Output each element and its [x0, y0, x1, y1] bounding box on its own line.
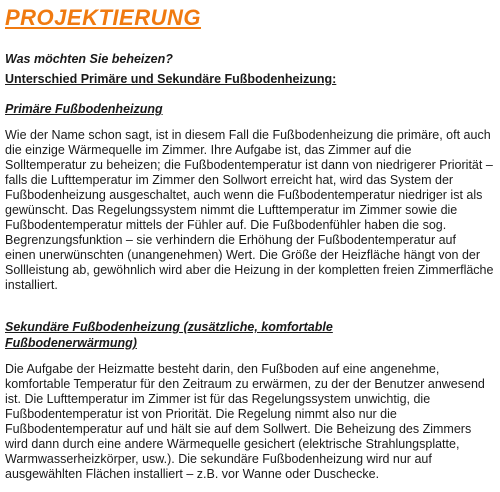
paragraph-line: Fußbodentemperatur ist von Priorität. Die Regelung nimmt also nur die	[5, 407, 397, 421]
paragraph-line: Fußbodenheizung ausgeschaltet, auch wenn die Fußbodentemperatur niedriger ist als	[5, 188, 483, 202]
secondary-paragraph	[5, 362, 495, 482]
paragraph-line: einen unerwünschten (unangenehmen) Wert. Die Größe der Heizfläche hängt von der	[5, 248, 481, 262]
paragraph-line: Fußbodentemperatur mittels der Fühler auf. Die Fußbodenfühler haben die sog.	[5, 218, 447, 232]
question-heading: Was möchten Sie beheizen?	[5, 52, 173, 66]
secondary-heading	[5, 319, 495, 351]
paragraph-line: Fußbodentemperatur auf und hält sie auf dem Sollwert. Die Beheizung des Zimmers	[5, 422, 472, 436]
paragraph-line: wird dann durch eine andere Wärmequelle gesichert (elektrische Strahlungsplatte,	[5, 437, 460, 451]
paragraph-line: Wie der Name schon sagt, ist in diesem Fall die Fußbodenheizung die primäre, oft auch	[5, 128, 491, 142]
paragraph-line: gewünscht. Das Regelungssystem nimmt die Lufttemperatur im Zimmer sowie die	[5, 203, 458, 217]
primary-heading: Primäre Fußbodenheizung	[5, 102, 163, 116]
paragraph-line: Sollleistung ab, gewöhnlich wird aber die Heizung in der kompletten freien Zimmerfläche	[5, 263, 494, 277]
secondary-heading-line: Fußbodenerwärmung)	[5, 336, 137, 350]
primary-paragraph	[5, 128, 495, 293]
secondary-heading-line: Sekundäre Fußbodenheizung (zusätzliche, komfortable	[5, 320, 333, 334]
paragraph-line: ausgewählten Flächen installiert – z.B. vor Wanne oder Duschecke.	[5, 467, 380, 481]
paragraph-line: Warmwasserheizkörper, usw.). Die sekundäre Fußbodenheizung wird nur auf	[5, 452, 432, 466]
paragraph-line: komfortable Temperatur für den Zeitraum zu erwärmen, zu der der Benutzer anwesend	[5, 377, 485, 391]
paragraph-line: ist. Die Lufttemperatur im Zimmer ist für das Regelungssystem unwichtig, die	[5, 392, 431, 406]
paragraph-line: Begrenzungsfunktion – sie verhindern die Erhöhung der Fußbodentemperatur auf	[5, 233, 456, 247]
paragraph-line: Solltemperatur zu beheizen; die Fußbodentemperatur ist dann von niedrigerer Priorität –	[5, 158, 493, 172]
document-page	[5, 0, 495, 482]
paragraph-line: Die Aufgabe der Heizmatte besteht darin, den Fußboden auf eine angenehme,	[5, 362, 440, 376]
comparison-subtitle: Unterschied Primäre und Sekundäre Fußbodenheizung:	[5, 72, 337, 86]
paragraph-line: falls die Lufttemperatur im Zimmer den Sollwort erreicht hat, wird das System der	[5, 173, 454, 187]
page-title: PROJEKTIERUNG	[5, 5, 201, 30]
paragraph-line: installiert.	[5, 278, 58, 292]
paragraph-line: die einzige Wärmequelle im Zimmer. Ihre Aufgabe ist, das Zimmer auf die	[5, 143, 412, 157]
